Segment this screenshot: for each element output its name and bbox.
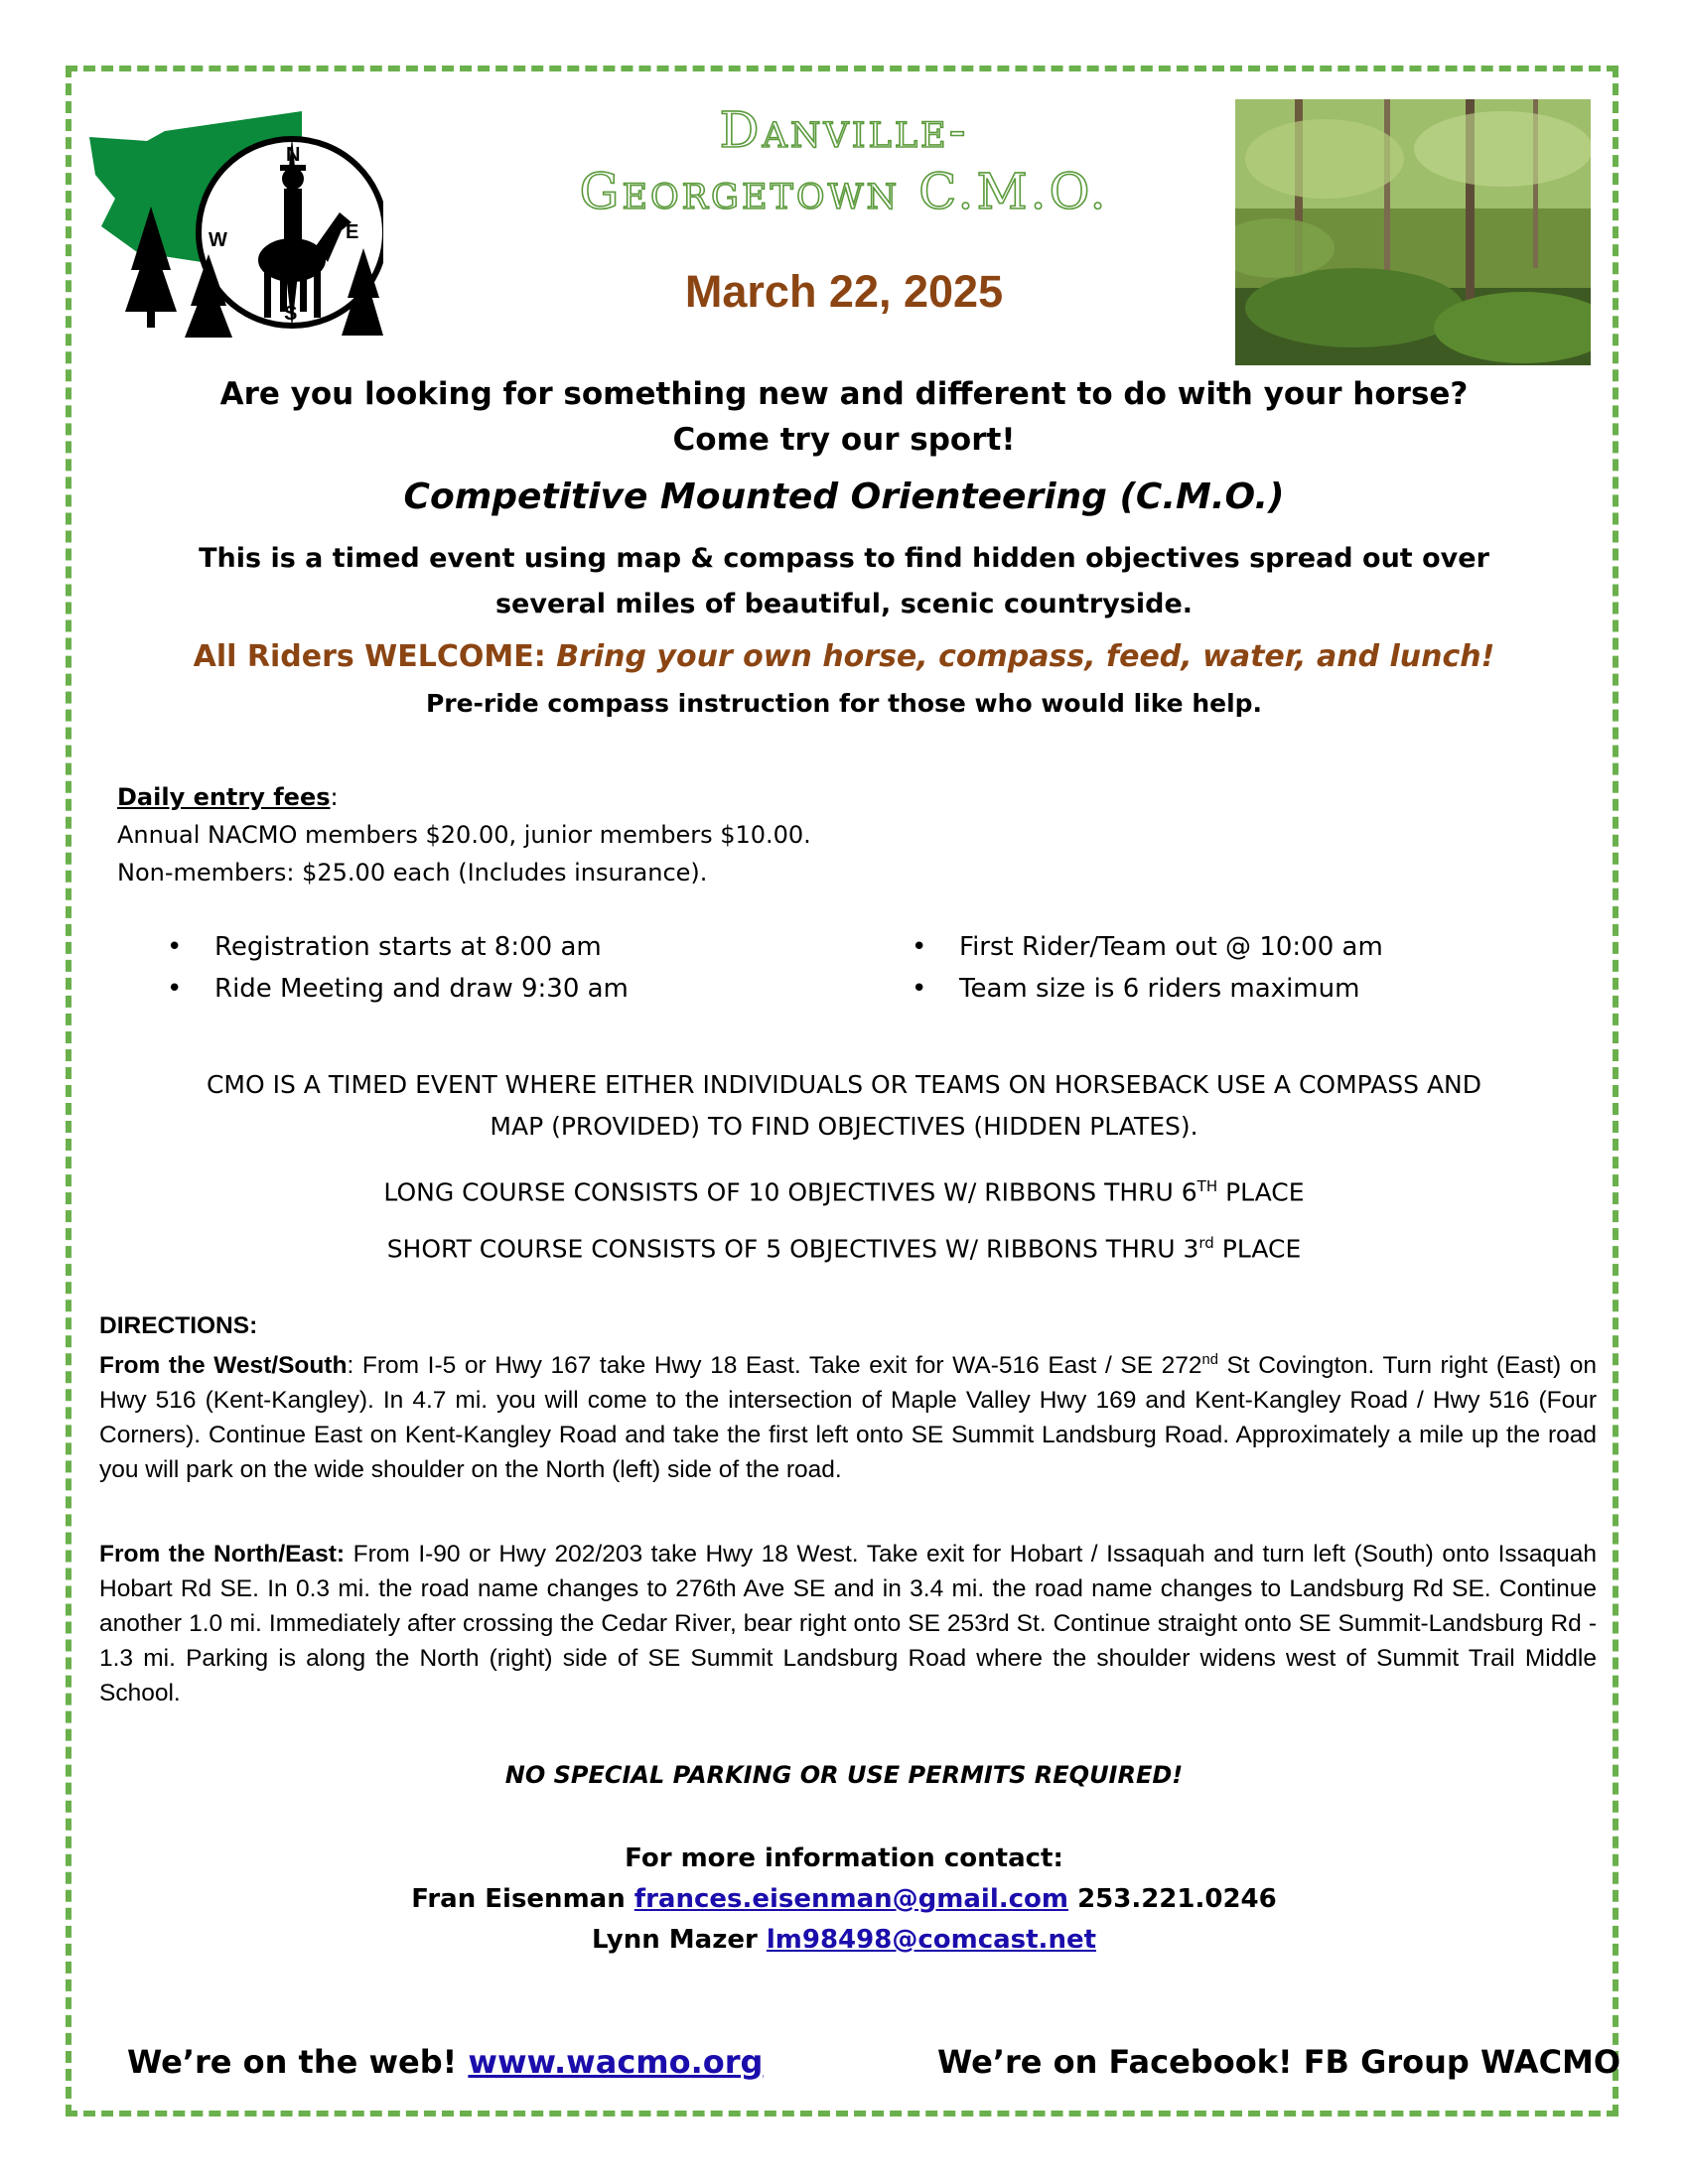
lynn-email-link[interactable]: lm98498@comcast.net xyxy=(766,1925,1097,1955)
description-line-2: several miles of beautiful, scenic countryside. xyxy=(494,589,1194,619)
title-line-1: Danville- xyxy=(719,101,969,159)
facebook-footer: We’re on Facebook! FB Group WACMO xyxy=(937,2043,1621,2081)
list-item: • Team size is 6 riders maximum xyxy=(912,968,1383,1010)
directions-west: From the West/South: From I-5 or Hwy 167 take Hwy 18 East. Take exit for WA-516 East / SE 272nd St Covington. Turn right (East) on Hwy 516 (Kent-Kangley). In 4.7 mi. you will come to the intersection of Maple Valley Hwy 169 and Kent-Kangley Road / Hwy 516 (Four Corners). Continue East on Kent-Kangley Road and take the first left onto SE Summit Landsburg Road. Approximately a mile up the road you will park on the wide shoulder on the North (left) side of the road. xyxy=(99,1352,1598,1484)
rules-line-1: CMO IS A TIMED EVENT WHERE EITHER INDIVIDUALS OR TEAMS ON HORSEBACK USE A COMPASS AND xyxy=(206,1070,1482,1099)
cmo-explanation xyxy=(99,1064,1589,1148)
intro-invite: Come try our sport! xyxy=(672,422,1016,458)
directions-north: From the North/East: From I-90 or Hwy 202/203 take Hwy 18 West. Take exit for Hobart / Issaquah and turn left (South) onto Issaquah Hobart Rd SE. In 0.3 mi. the road name changes to 276th Ave SE and in 3.4 mi. the road name changes to Landsburg Rd SE. Continue another 1.0 mi. Immediately after crossing the Cedar River, bear right onto SE 253rd St. Continue straight onto SE Summit-Landsburg Rd - 1.3 mi. Parking is along the North (right) side of SE Summit Landsburg Road where the shoulder widens west of Summit Trail Middle School. xyxy=(99,1541,1598,1706)
list-item: • Registration starts at 8:00 am xyxy=(167,926,629,968)
contact-heading: For more information contact: xyxy=(625,1843,1063,1873)
north-label: From the North/East: xyxy=(99,1541,346,1568)
compass-s: S xyxy=(284,303,298,325)
fees-nonmembers: Non-members: $25.00 each (Includes insurance). xyxy=(117,859,708,887)
list-item: • First Rider/Team out @ 10:00 am xyxy=(912,926,1383,968)
welcome-label: All Riders WELCOME: xyxy=(193,639,546,674)
compass-e: E xyxy=(346,221,359,243)
event-date: March 22, 2025 xyxy=(684,266,1004,317)
permits-note: NO SPECIAL PARKING OR USE PERMITS REQUIRED! xyxy=(504,1761,1184,1789)
fees-members: Annual NACMO members $20.00, junior members $10.00. xyxy=(117,821,811,849)
sport-name: Competitive Mounted Orienteering (C.M.O.) xyxy=(403,477,1285,517)
title-line-2: Georgetown C.M.O. xyxy=(579,163,1109,220)
contact-block xyxy=(99,1839,1589,1961)
contact-fran: Fran Eisenman frances.eisenman@gmail.com 253.221.0246 xyxy=(411,1884,1277,1914)
entry-fees: Daily entry fees: Annual NACMO members $20.00, junior members $10.00. Non-members: $25.00 each (Includes insurance). xyxy=(117,778,811,891)
compass-n: N xyxy=(286,144,301,166)
wacmo-logo xyxy=(85,107,383,345)
west-label: From the West/South xyxy=(99,1352,348,1380)
fran-email-link[interactable]: frances.eisenman@gmail.com xyxy=(633,1884,1068,1914)
event-title xyxy=(496,99,1192,222)
sport-description xyxy=(99,536,1589,627)
compass-w: W xyxy=(209,229,227,251)
preride-note: Pre-ride compass instruction for those who would like help. xyxy=(425,689,1263,718)
contact-lynn: Lynn Mazer lm98498@comcast.net xyxy=(591,1925,1097,1955)
welcome-text: Bring your own horse, compass, feed, water, and lunch! xyxy=(556,639,1495,674)
intro-question: Are you looking for something new and different to do with your horse? xyxy=(219,376,1469,412)
web-footer: We’re on the web! www.wacmo.org xyxy=(127,2043,764,2081)
intro-block xyxy=(99,371,1589,463)
fees-heading: Daily entry fees xyxy=(117,783,331,811)
list-item: • Ride Meeting and draw 9:30 am xyxy=(167,968,629,1010)
description-line-1: This is a timed event using map & compass to find hidden objectives spread out over xyxy=(199,543,1489,574)
long-course: LONG COURSE CONSISTS OF 10 OBJECTIVES W/ RIBBONS THRU 6TH PLACE xyxy=(383,1177,1305,1207)
short-course: SHORT COURSE CONSISTS OF 5 OBJECTIVES W/ RIBBONS THRU 3rd PLACE xyxy=(386,1234,1302,1264)
welcome-line xyxy=(99,639,1589,674)
directions-heading: DIRECTIONS: xyxy=(99,1312,258,1339)
website-link[interactable]: www.wacmo.org xyxy=(468,2043,764,2081)
schedule-left-list xyxy=(167,926,629,1010)
rules-line-2: MAP (PROVIDED) TO FIND OBJECTIVES (HIDDEN PLATES). xyxy=(490,1112,1198,1141)
schedule-right-list xyxy=(912,926,1383,1010)
forest-photo xyxy=(1235,99,1591,365)
